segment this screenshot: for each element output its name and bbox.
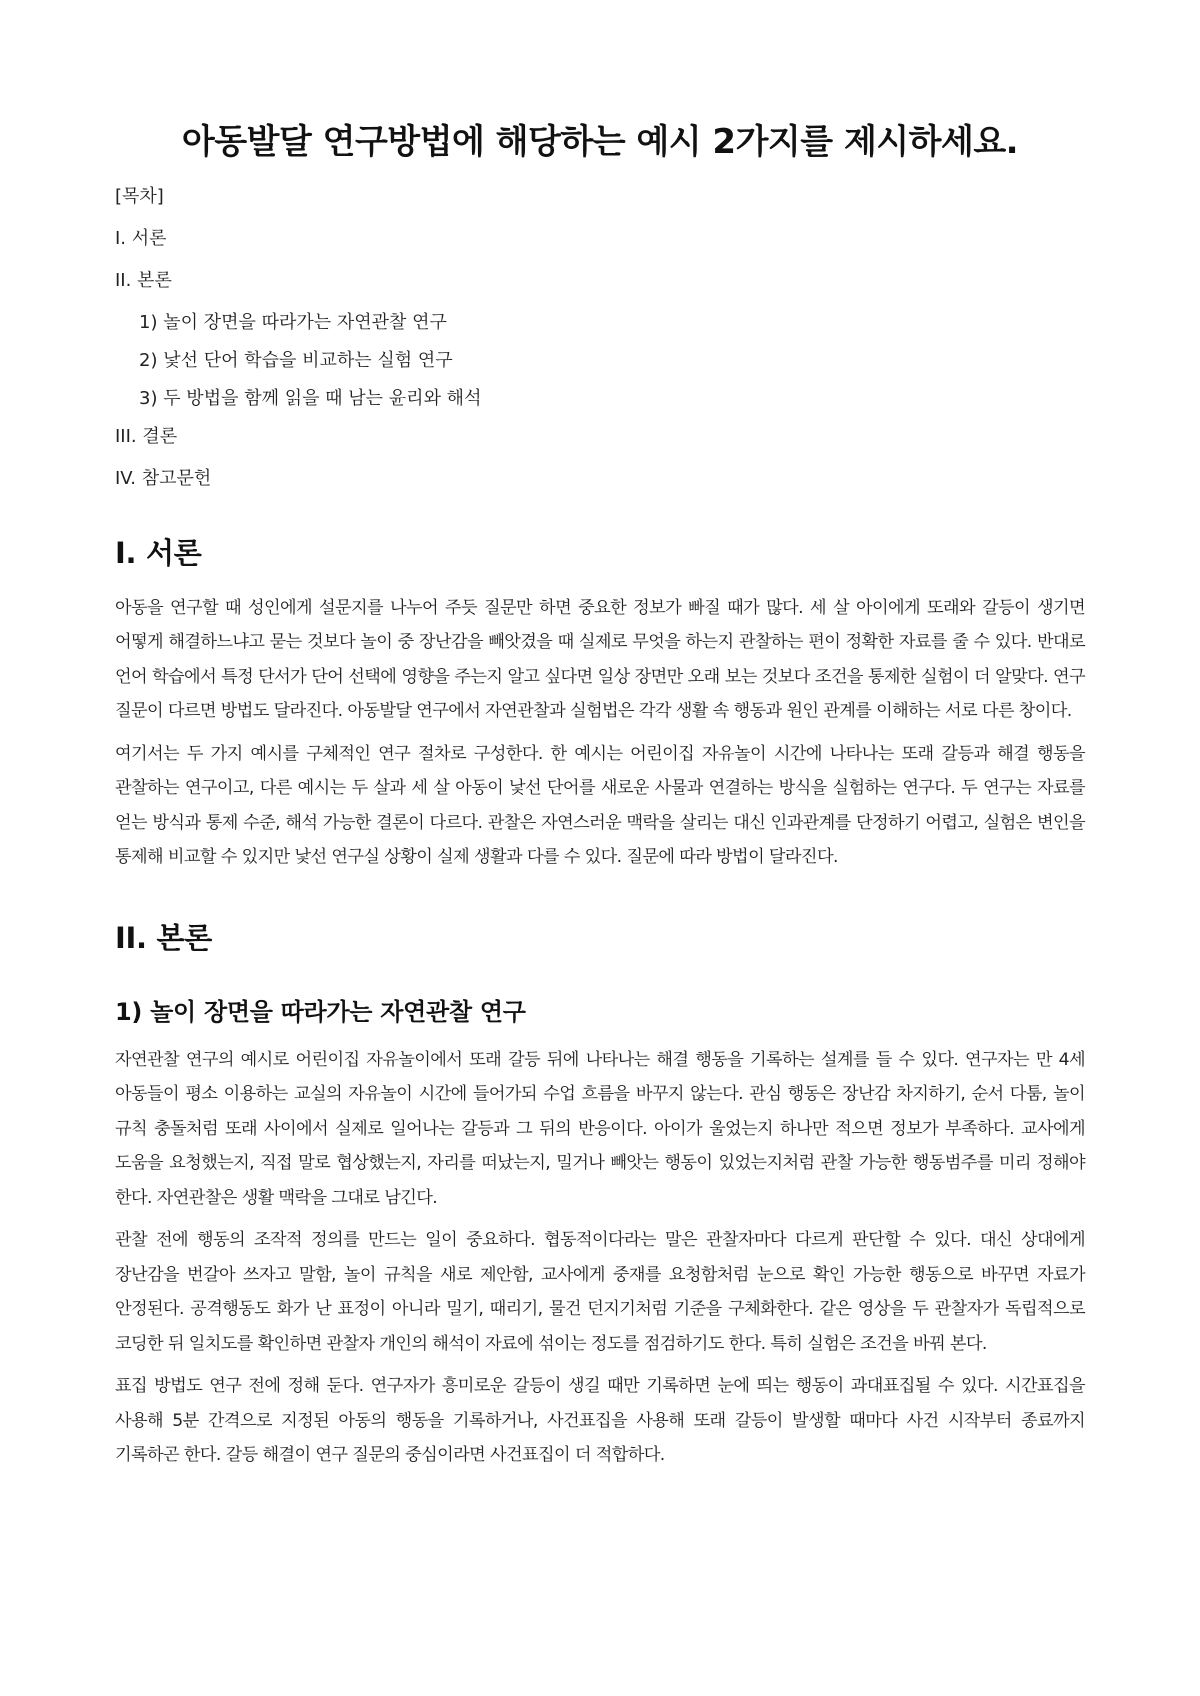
toc-item: IV. 참고문헌 [115,468,212,490]
toc-item: I. 서론 [115,228,167,250]
toc-subitem: 1) 놀이 장면을 따라가는 자연관찰 연구 [139,312,447,334]
toc-item: II. 본론 [115,270,172,292]
table-of-contents [115,186,1085,490]
intro-paragraph: 아동을 연구할 때 성인에게 설문지를 나누어 주듯 질문만 하면 중요한 정보가 빠질 때가 많다. 세 살 아이에게 또래와 갈등이 생기면 어떻게 해결하느냐고 묻는 것보다 놀이 중 장난감을 빼앗겼을 때 실제로 무엇을 하는지 관찰하는 편이 정확한 자료를 줄 수 있다. 반대로 언어 학습에서 특정 단서가 단어 선택에 영향을 주는지 알고 싶다면 일상 장면만 오래 보는 것보다 조건을 통제한 실험이 더 알맞다. 연구 질문이 다르면 방법도 달라진다. 아동발달 연구에서 자연관찰과 실험법은 각각 생활 속 행동과 원인 관계를 이해하는 서로 다른 창이다. [115,597,1085,722]
toc-subitem: 3) 두 방법을 함께 읽을 때 남는 윤리와 해석 [139,388,482,410]
section-heading-intro: I. 서론 [115,536,202,571]
toc-heading: [목차] [115,186,164,208]
intro-paragraph: 여기서는 두 가지 예시를 구체적인 연구 절차로 구성한다. 한 예시는 어린이집 자유놀이 시간에 나타나는 또래 갈등과 해결 행동을 관찰하는 연구이고, 다른 예시는 두 살과 세 살 아동이 낯선 단어를 새로운 사물과 연결하는 방식을 실험하는 연구다. 두 연구는 자료를 얻는 방식과 통제 수준, 해석 가능한 결론이 다르다. 관찰은 자연스러운 맥락을 살리는 대신 인과관계를 단정하기 어렵고, 실험은 변인을 통제해 비교할 수 있지만 낯선 연구실 상황이 실제 생활과 다를 수 있다. 질문에 따라 방법이 달라진다. [115,743,1085,868]
toc-item: III. 결론 [115,426,178,448]
section-heading-body: II. 본론 [115,920,212,955]
body-paragraph: 관찰 전에 행동의 조작적 정의를 만드는 일이 중요하다. 협동적이다라는 말은 관찰자마다 다르게 판단할 수 있다. 대신 상대에게 장난감을 번갈아 쓰자고 말함, 놀이 규칙을 새로 제안함, 교사에게 중재를 요청함처럼 눈으로 확인 가능한 행동으로 바꾸면 자료가 안정된다. 공격행동도 화가 난 표정이 아니라 밀기, 때리기, 물건 던지기처럼 기준을 구체화한다. 같은 영상을 두 관찰자가 독립적으로 코딩한 뒤 일치도를 확인하면 관찰자 개인의 해석이 자료에 섞이는 정도를 점검하기도 한다. 특히 실험은 조건을 바꿔 본다. [115,1230,1085,1354]
toc-subitem: 2) 낯선 단어 학습을 비교하는 실험 연구 [139,350,453,372]
subsection-heading-observation: 1) 놀이 장면을 따라가는 자연관찰 연구 [115,997,526,1026]
body-paragraph: 자연관찰 연구의 예시로 어린이집 자유놀이에서 또래 갈등 뒤에 나타나는 해결 행동을 기록하는 설계를 들 수 있다. 연구자는 만 4세 아동들이 평소 이용하는 교실의 자유놀이 시간에 들어가되 수업 흐름을 바꾸지 않는다. 관심 행동은 장난감 차지하기, 순서 다툼, 놀이 규칙 충돌처럼 또래 사이에서 실제로 일어나는 갈등과 그 뒤의 반응이다. 아이가 울었는지 하나만 적으면 정보가 부족하다. 교사에게 도움을 요청했는지, 직접 말로 협상했는지, 자리를 떠났는지, 밀거나 빼앗는 행동이 있었는지처럼 관찰 가능한 행동범주를 미리 정해야 한다. 자연관찰은 생활 맥락을 그대로 남긴다. [115,1049,1085,1208]
body-paragraph: 표집 방법도 연구 전에 정해 둔다. 연구자가 흥미로운 갈등이 생길 때만 기록하면 눈에 띄는 행동이 과대표집될 수 있다. 시간표집을 사용해 5분 간격으로 지정된 아동의 행동을 기록하거나, 사건표집을 사용해 또래 갈등이 발생할 때마다 사건 시작부터 종료까지 기록하곤 한다. 갈등 해결이 연구 질문의 중심이라면 사건표집이 더 적합하다. [115,1376,1085,1466]
document-title: 아동발달 연구방법에 해당하는 예시 2가지를 제시하세요. [181,122,1019,162]
